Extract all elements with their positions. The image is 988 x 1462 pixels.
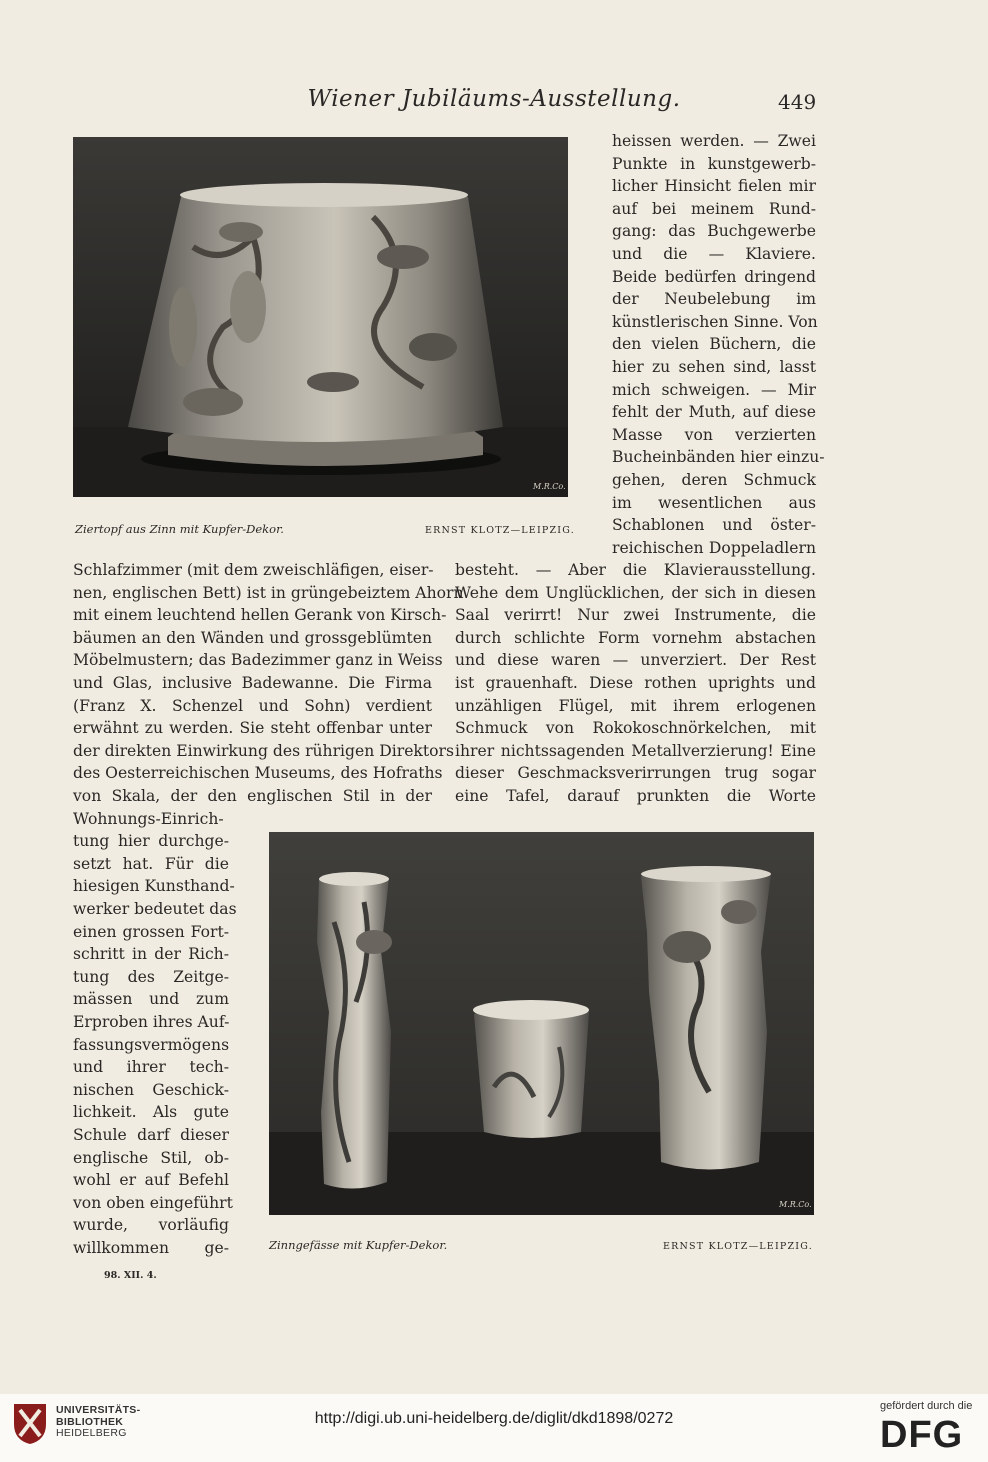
text-line: fassungsvermögens: [73, 1035, 230, 1054]
text-line: reichischen Doppeladlern: [612, 538, 816, 557]
text-line: bäumen an den Wänden und grossgeblümten: [73, 628, 432, 647]
text-line: nischen Geschick-: [73, 1080, 229, 1099]
text-line: mässen und zum: [73, 990, 229, 1009]
text-line: schritt in der Rich-: [73, 945, 229, 964]
text-line: tung des Zeitge-: [73, 967, 229, 986]
text-line: des Oesterreichischen Museums, des Hofraths: [73, 764, 443, 783]
text-line: künstlerischen Sinne. Von: [612, 312, 818, 331]
figure1-caption: Ziertopf aus Zinn mit Kupfer-Dekor.: [75, 522, 284, 536]
text-line: und diese waren — unverziert. Der Rest: [455, 651, 816, 670]
text-line: (Franz X. Schenzel und Sohn) verdient: [73, 696, 432, 715]
source-url-link[interactable]: http://digi.ub.uni-heidelberg.de/diglit/dkd1898/0272: [314, 1410, 674, 1427]
text-line: der Neubelebung im: [612, 290, 816, 309]
text-line: wohl er auf Befehl: [73, 1171, 229, 1190]
text-line: Punkte in kunstgewerb-: [612, 154, 816, 173]
text-line: Beide bedürfen dringend: [612, 267, 816, 286]
text-line: tung hier durchge-: [73, 832, 229, 851]
pot-illustration: [73, 137, 568, 497]
text-line: Erproben ihres Auf-: [73, 1013, 230, 1031]
text-line: auf bei meinem Rund-: [612, 199, 816, 218]
text-line: den vielen Büchern, die: [612, 335, 816, 354]
text-line: besteht. — Aber die Klavierausstellung.: [455, 561, 816, 579]
text-line: fehlt der Muth, auf diese: [612, 403, 816, 422]
library-name-line: UNIVERSITÄTS-: [56, 1404, 141, 1416]
text-line: von oben eingeführt: [73, 1193, 233, 1212]
text-line: ihrer nichtssagenden Metallverzierung! Eine: [455, 741, 816, 760]
figure-pewter-pot: [73, 137, 568, 497]
text-line: eine Tafel, darauf prunkten die Worte: [455, 787, 816, 805]
text-line: Schule darf dieser: [73, 1126, 229, 1144]
text-line: englische Stil, ob-: [73, 1148, 229, 1167]
text-line: gang: das Buchgewerbe: [612, 222, 816, 241]
text-line: Schablonen und öster-: [612, 516, 816, 535]
text-line: im wesentlichen aus: [612, 493, 816, 512]
text-line: wurde, vorläufig: [73, 1216, 229, 1235]
text-line: Wohnungs-Einrich-: [73, 809, 224, 828]
text-line: nen, englischen Bett) ist in grüngebeiztem Ahorn: [73, 583, 464, 602]
text-line: einen grossen Fort-: [73, 922, 229, 941]
signature-mark: 98. XII. 4.: [104, 1270, 157, 1281]
text-line: hiesigen Kunsthand-: [73, 877, 235, 896]
text-line: der direkten Einwirkung des rührigen Direktors: [73, 741, 454, 760]
page-number: 449: [778, 90, 817, 114]
dfg-logo: DFG: [880, 1414, 964, 1456]
text-line: Schmuck von Rokokoschnörkelchen, mit: [455, 719, 816, 738]
text-line: Möbelmustern; das Badezimmer ganz in Weiss: [73, 651, 443, 670]
text-line: ist grauenhaft. Diese rothen uprights und: [455, 674, 816, 692]
text-line: werker bedeutet das: [73, 900, 237, 918]
text-line: willkommen ge-: [73, 1239, 229, 1257]
library-name-line: BIBLIOTHEK: [56, 1415, 124, 1428]
text-line: Masse von verzierten: [612, 425, 816, 444]
figure2-credit: ERNST KLOTZ—LEIPZIG.: [663, 1241, 813, 1252]
text-line: Wehe dem Unglücklichen, der sich in diesen: [455, 583, 816, 602]
text-line: licher Hinsicht fielen mir: [612, 177, 816, 196]
dfg-funding-note: gefördert durch die: [880, 1400, 973, 1412]
text-line: heissen werden. — Zwei: [612, 132, 816, 150]
text-line: hier zu sehen sind, lasst: [612, 358, 816, 376]
text-line: mit einem leuchtend hellen Gerank von Kirsch-: [73, 606, 447, 625]
text-line: gehen, deren Schmuck: [612, 471, 816, 489]
text-line: mich schweigen. — Mir: [612, 380, 816, 399]
figure-pewter-vessels: [269, 832, 814, 1215]
footer-bar: [0, 1394, 988, 1462]
figure1-credit: ERNST KLOTZ—LEIPZIG.: [425, 525, 575, 536]
library-name-line: HEIDELBERG: [56, 1427, 127, 1439]
text-line: Schlafzimmer (mit dem zweischläfigen, eiser-: [73, 561, 434, 579]
engraver-signature-2: M.R.Co.: [779, 1200, 812, 1209]
text-line: und Glas, inclusive Badewanne. Die Firma: [73, 674, 432, 692]
text-line: Bucheinbänden hier einzu-: [612, 448, 825, 467]
figure2-caption: Zinngefässe mit Kupfer-Dekor.: [269, 1238, 448, 1252]
text-line: dieser Geschmacksverirrungen trug sogar: [455, 764, 816, 783]
running-header-title: Wiener Jubiläums-Ausstellung.: [307, 86, 681, 112]
text-line: von Skala, der den englischen Stil in der: [73, 787, 432, 805]
text-line: setzt hat. Für die: [73, 854, 229, 873]
text-line: durch schlichte Form vornehm abstachen: [455, 628, 816, 647]
text-line: und ihrer tech-: [73, 1058, 229, 1077]
engraver-signature: M.R.Co.: [533, 482, 566, 491]
text-line: Saal verirrt! Nur zwei Instrumente, die: [455, 606, 816, 625]
text-line: und die — Klaviere.: [612, 245, 816, 263]
text-line: unzähligen Flügel, mit ihrem erlogenen: [455, 696, 816, 715]
text-line: lichkeit. Als gute: [73, 1103, 229, 1122]
text-line: erwähnt zu werden. Sie steht offenbar unter: [73, 719, 432, 738]
vessels-illustration: [269, 832, 814, 1215]
